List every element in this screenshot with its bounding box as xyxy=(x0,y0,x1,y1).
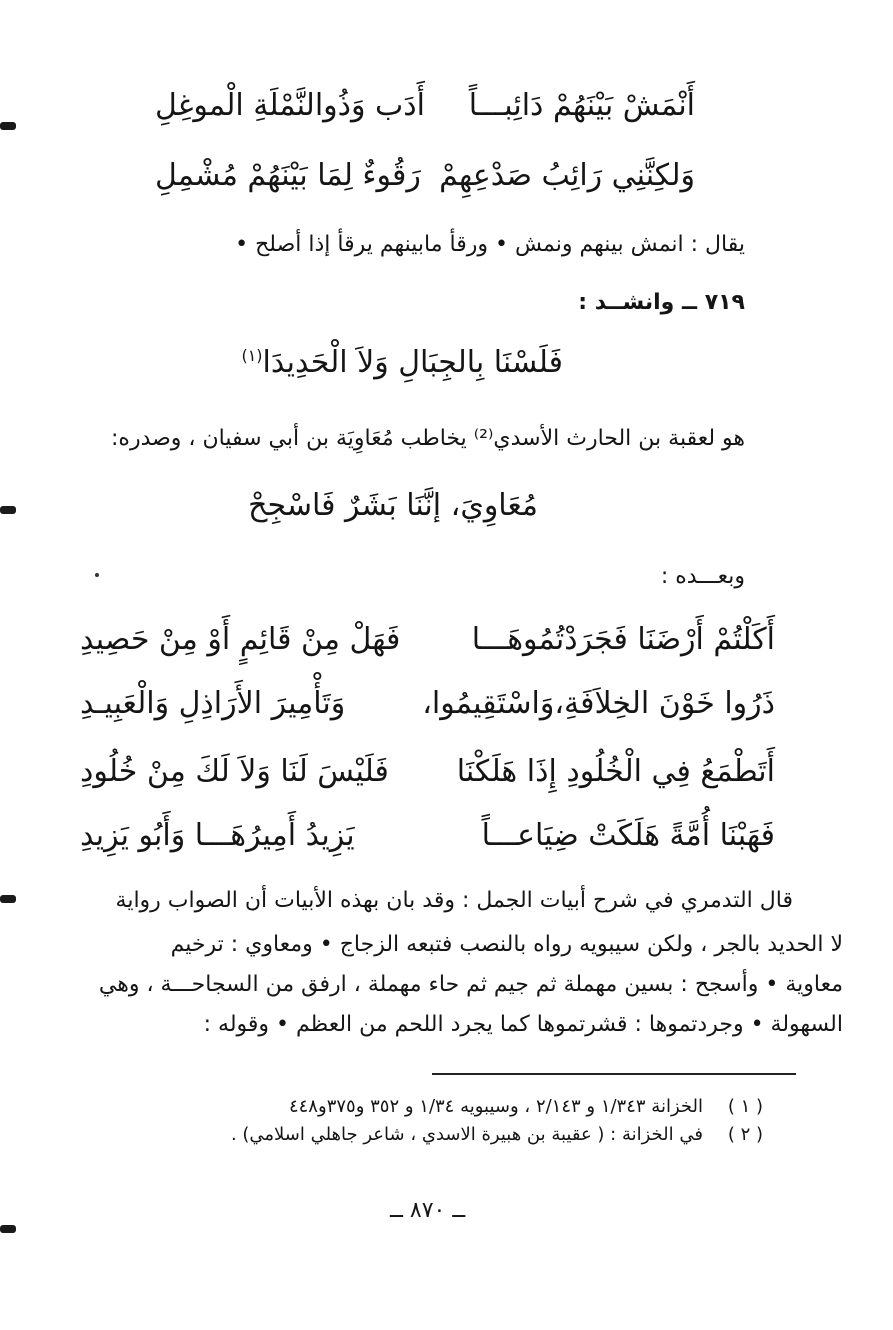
poem1-line2-left: رَقُوءٌ لِمَا بَيْنَهُمْ مُشْمِلِ xyxy=(155,158,421,193)
poem1-line1-left: أَدَب وَذُوالنَّمْلَةِ الْموغِلِ xyxy=(155,88,425,123)
commentary-line-3: معاوية • وأسجح : بسين مهملة ثم جيم ثم حاء مهملة ، ارفق من السجاحـــة ، وهي xyxy=(98,972,843,997)
commentary-line-2: لا الحديد بالجر ، ولكن سيبويه رواه بالنصب فتبعه الزجاج • ومعاوي : ترخيم xyxy=(170,932,843,957)
page-number: ــ ٨٧٠ ــ xyxy=(390,1198,466,1223)
scan-margin-mark xyxy=(0,122,16,130)
quote-text: فَلَسْنَا بِالجِبَالِ وَلاَ الْحَدِيدَا xyxy=(262,345,563,380)
poem2-line3-left: فَلَيْسَ لَنَا وَلاَ لَكَ مِنْ خُلُودِ xyxy=(80,754,389,789)
footnote-text: الخزانة ١/٣٤٣ و ٢/١٤٣ ، وسيبويه ١/٣٤ و ٣٥٢ و٣٧٥و٤٤٨ xyxy=(288,1096,703,1117)
poem2-line3-right: أَتَطْمَعُ فِي الْخُلُودِ إِذَا هَلَكْنَا xyxy=(456,754,775,789)
scan-margin-mark xyxy=(0,895,16,903)
footnote-text: في الخزانة : ( عقيبة بن هبيرة الاسدي ، شاعر جاهلي اسلامي) . xyxy=(230,1124,703,1145)
poem2-line2-right: ذَرُوا خَوْنَ الخِلاَفَةِ،وَاسْتَقِيمُوا، xyxy=(422,686,775,721)
commentary-line-4: السهولة • وجردتموها : قشرتموها كما يجرد اللحم من العظم • وقوله : xyxy=(203,1012,843,1037)
footnote-number: ( ١ ) xyxy=(727,1096,763,1117)
footnote-separator xyxy=(432,1073,796,1075)
poem2-line1-right: أَكَلْتُمْ أَرْضَنَا فَجَرَدْتُمُوهَـــا xyxy=(471,622,775,657)
quoted-hemistich xyxy=(241,345,563,380)
footnote-number: ( ٢ ) xyxy=(727,1124,763,1145)
poem1-line2-right: وَلكِنَّنِي رَائِبُ صَدْعِهِمْ xyxy=(439,158,695,193)
after-label: وبعـــده : xyxy=(660,564,745,589)
scan-speck xyxy=(95,573,99,577)
poem2-line1-left: فَهَلْ مِنْ قَائِمٍ أَوْ مِنْ حَصِيدِ xyxy=(80,622,401,657)
commentary-line-1: قال التدمري في شرح أبيات الجمل : وقد بان بهذه الأبيات أن الصواب رواية xyxy=(115,888,793,913)
scan-margin-mark xyxy=(0,506,16,514)
footnote-ref: (١) xyxy=(241,346,263,365)
scan-margin-mark xyxy=(0,1225,16,1233)
poem2-line4-right: فَهَبْنَا أُمَّةً هَلَكَتْ ضِيَاعـــاً xyxy=(481,818,775,853)
entry-heading: ٧١٩ ــ وانشــد : xyxy=(578,290,745,315)
poem2-line2-left: وَتَأْمِيرَ الأَرَاذِلِ وَالْعَبِيـدِ xyxy=(80,686,346,721)
sadr-hemistich: مُعَاوِيَ، إنَّنَا بَشَرٌ فَاسْجِحْ xyxy=(248,488,538,523)
poem1-line1-right: أَنْمَشْ بَيْنَهُمْ دَائِبـــاً xyxy=(468,88,695,123)
poem2-line4-left: يَزِيدُ أَمِيرُهَـــا وَأَبُو يَزِيدِ xyxy=(80,818,355,853)
attribution-line: هو لعقبة بن الحارث الأسدي⁽²⁾ يخاطب مُعَاوِيَة بن أبي سفيان ، وصدره: xyxy=(111,426,745,451)
gloss-line: يقال : انمش بينهم ونمش • ورقأ مابينهم يرقأ إذا أصلح • xyxy=(235,232,745,257)
